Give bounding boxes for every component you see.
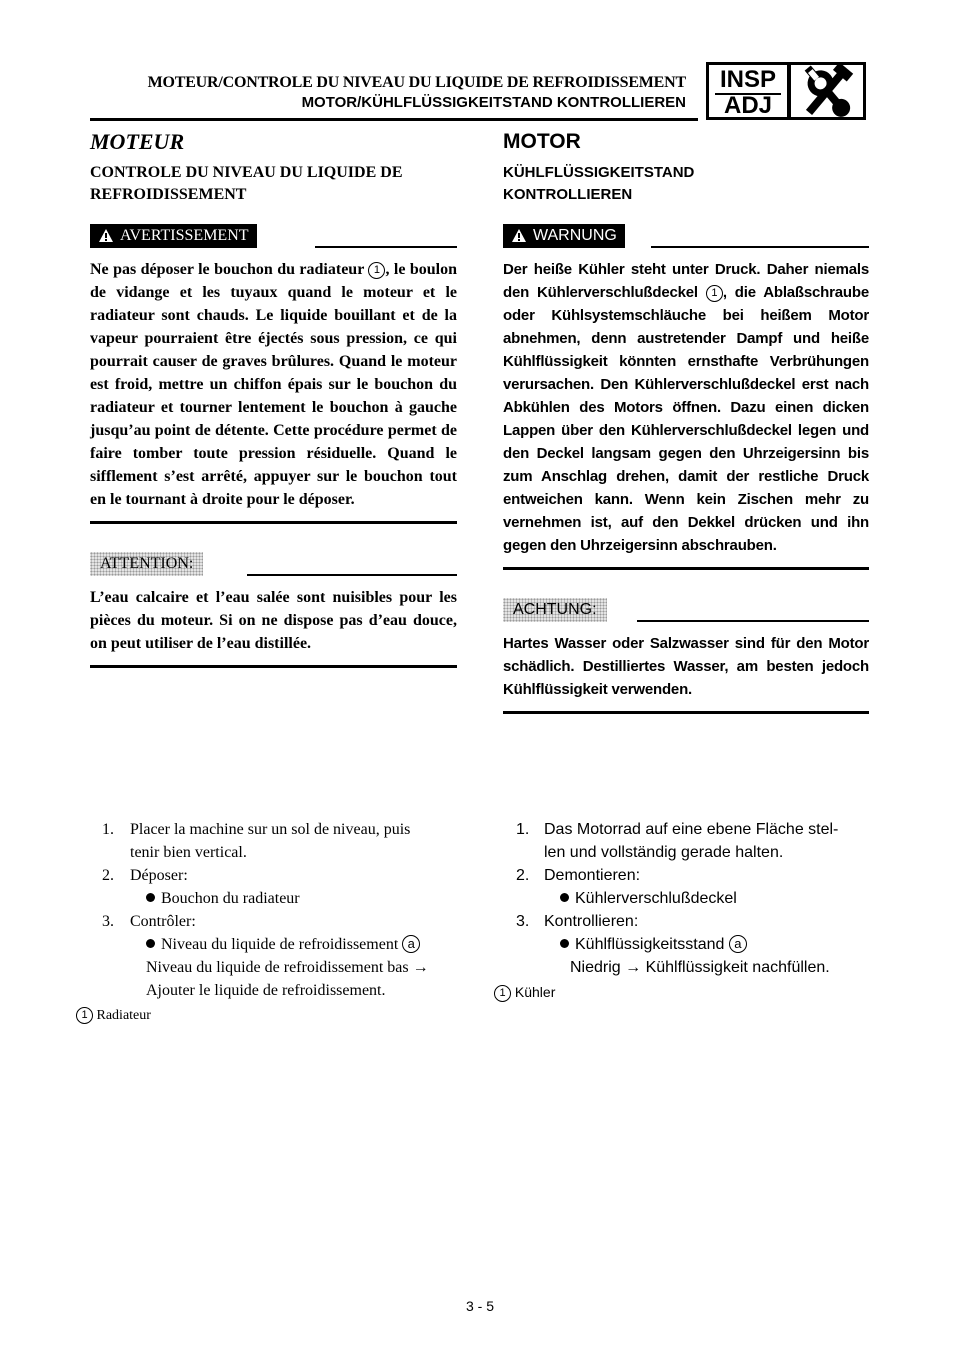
insp-adj-badge	[706, 62, 790, 120]
attention-text-fr: L’eau calcaire et l’eau salée sont nuisibles pour les pièces du moteur. Si on ne dispose pas d’eau douce, on peut utiliser de l’eau distillée.	[90, 589, 457, 652]
badge-line2: ADJ	[723, 92, 772, 119]
subtitle-fr: CONTROLE DU NIVEAU DU LIQUIDE DE REFROIDISSEMENT	[90, 164, 403, 203]
attention-text-de: Hartes Wasser oder Salzwasser sind für den Motor schädlich. Destilliertes Wasser, am besten jedoch Kühlflüssigkeit verwenden.	[503, 635, 869, 698]
attention-badge-fr: ATTENTION:	[90, 552, 203, 576]
step-3-fr: 3. Contrôler:	[102, 913, 196, 930]
bullet-icon	[146, 893, 155, 902]
bullet-icon	[146, 939, 155, 948]
header-title-fr: MOTEUR/CONTROLE DU NIVEAU DU LIQUIDE DE REFROIDISSEMENT	[147, 74, 686, 91]
column-french	[90, 128, 457, 668]
warning-badge-fr: AVERTISSEMENT	[90, 224, 257, 248]
callout-a: a	[729, 935, 747, 953]
step-1-de: 1. Das Motorrad auf eine ebene Fläche stel-	[516, 821, 839, 838]
header-title-de: MOTOR/KÜHLFLÜSSIGKEITSTAND KONTROLLIEREN	[301, 94, 686, 111]
steps-french: 1. Placer la machine sur un sol de niveau, puis tenir bien vertical. 2. Déposer: Bouchon du radiateur 3. Contrôler: Niveau du liquide de refroidissement a Niveau du liquide de refroidissement bas → Ajouter le liquide de refroidissement. 1 Radiateur	[102, 818, 462, 1027]
warning-badge-de: WARNUNG	[503, 224, 625, 248]
step-3-de: 3. Kontrollieren:	[516, 913, 639, 930]
callout-a: a	[402, 935, 420, 953]
warning-text-de: Der heiße Kühler steht unter Druck. Daher niemals den Kühlerverschlußdeckel 1 , die Ablaßschraube oder Kühlsystemschläuche bei heißem Motor abnehmen, denn austretender Dampf und heiße Kühlflüssigkeit könnten ernsthafte Verbrühungen verursachen. Den Kühlerverschlußdeckel erst nach Abkühlen des Motors öffnen. Dazu einen dicken Lappen über den Kühlerverschlußdeckel legen und den Deckel langsam gegen den Uhrzeigersinn bis zum Anschlag drehen, damit der restliche Druck entweichen kann. Wenn kein Zischen mehr zu vernehmen ist, auf den Dekkel drücken und ihn gegen den Uhrzeigersinn abschrauben.	[503, 261, 869, 554]
step-2-de: 2. Demontieren:	[516, 867, 641, 884]
wrench-icon	[791, 65, 863, 117]
badge-line1: INSP	[719, 66, 776, 93]
attention-header-fr	[90, 552, 457, 578]
step-1-fr: 1. Placer la machine sur un sol de niveau, puis	[102, 821, 411, 838]
steps-german: 1. Das Motorrad auf eine ebene Fläche stel- len und vollständig gerade halten. 2. Demontieren: Kühlerverschlußdeckel 3. Kontrollieren: Kühlflüssigkeitsstand a Niedrig → Kühlflüssigkeit nachfüllen. 1 Kühler	[516, 818, 872, 1004]
warning-header-de	[503, 224, 869, 250]
warning-end-rule-de	[503, 567, 869, 570]
attention-end-rule-de	[503, 711, 869, 714]
warning-text-fr: Ne pas déposer le bouchon du radiateur 1 , le boulon de vidange et les tuyaux quand le moteur et le radiateur sont chauds. Le liquide bouillant et de la vapeur pourraient être éjectés sous pression, ce qui pourrait causer de graves brûlures. Quand le moteur est froid, mettre un chiffon épais sur le bouchon du radiateur et tourner lentement le bouchon à gauche jusqu’au point de détente. Cette procédure permet de faire tomber toute pression résiduelle. Quand le sifflement s’est arrêté, appuyer sur le bouchon tout en le tournant à droite pour le déposer.	[90, 261, 457, 508]
attention-badge-de: ACHTUNG:	[503, 598, 607, 622]
subtitle-de: KÜHLFLÜSSIGKEITSTAND KONTROLLIEREN	[503, 164, 695, 203]
warning-icon	[98, 228, 114, 243]
note-de: 1 Kühler	[494, 981, 872, 1004]
callout-1: 1	[706, 285, 723, 302]
column-german	[503, 128, 869, 714]
step-2-fr: 2. Déposer:	[102, 867, 188, 884]
warning-header-fr	[90, 224, 457, 250]
warning-icon	[511, 228, 527, 243]
tool-box	[788, 62, 866, 120]
page-number: 3 - 5	[465, 1298, 494, 1314]
section-title-fr: MOTEUR	[90, 129, 185, 154]
note-fr: 1 Radiateur	[76, 1004, 462, 1027]
header-rule	[90, 118, 698, 121]
attention-header-de	[503, 598, 869, 624]
attention-end-rule-fr	[90, 665, 457, 668]
section-title-de: MOTOR	[503, 130, 581, 153]
callout-1: 1	[368, 262, 385, 279]
bullet-icon	[560, 893, 569, 902]
bullet-icon	[560, 939, 569, 948]
warning-end-rule-fr	[90, 521, 457, 524]
